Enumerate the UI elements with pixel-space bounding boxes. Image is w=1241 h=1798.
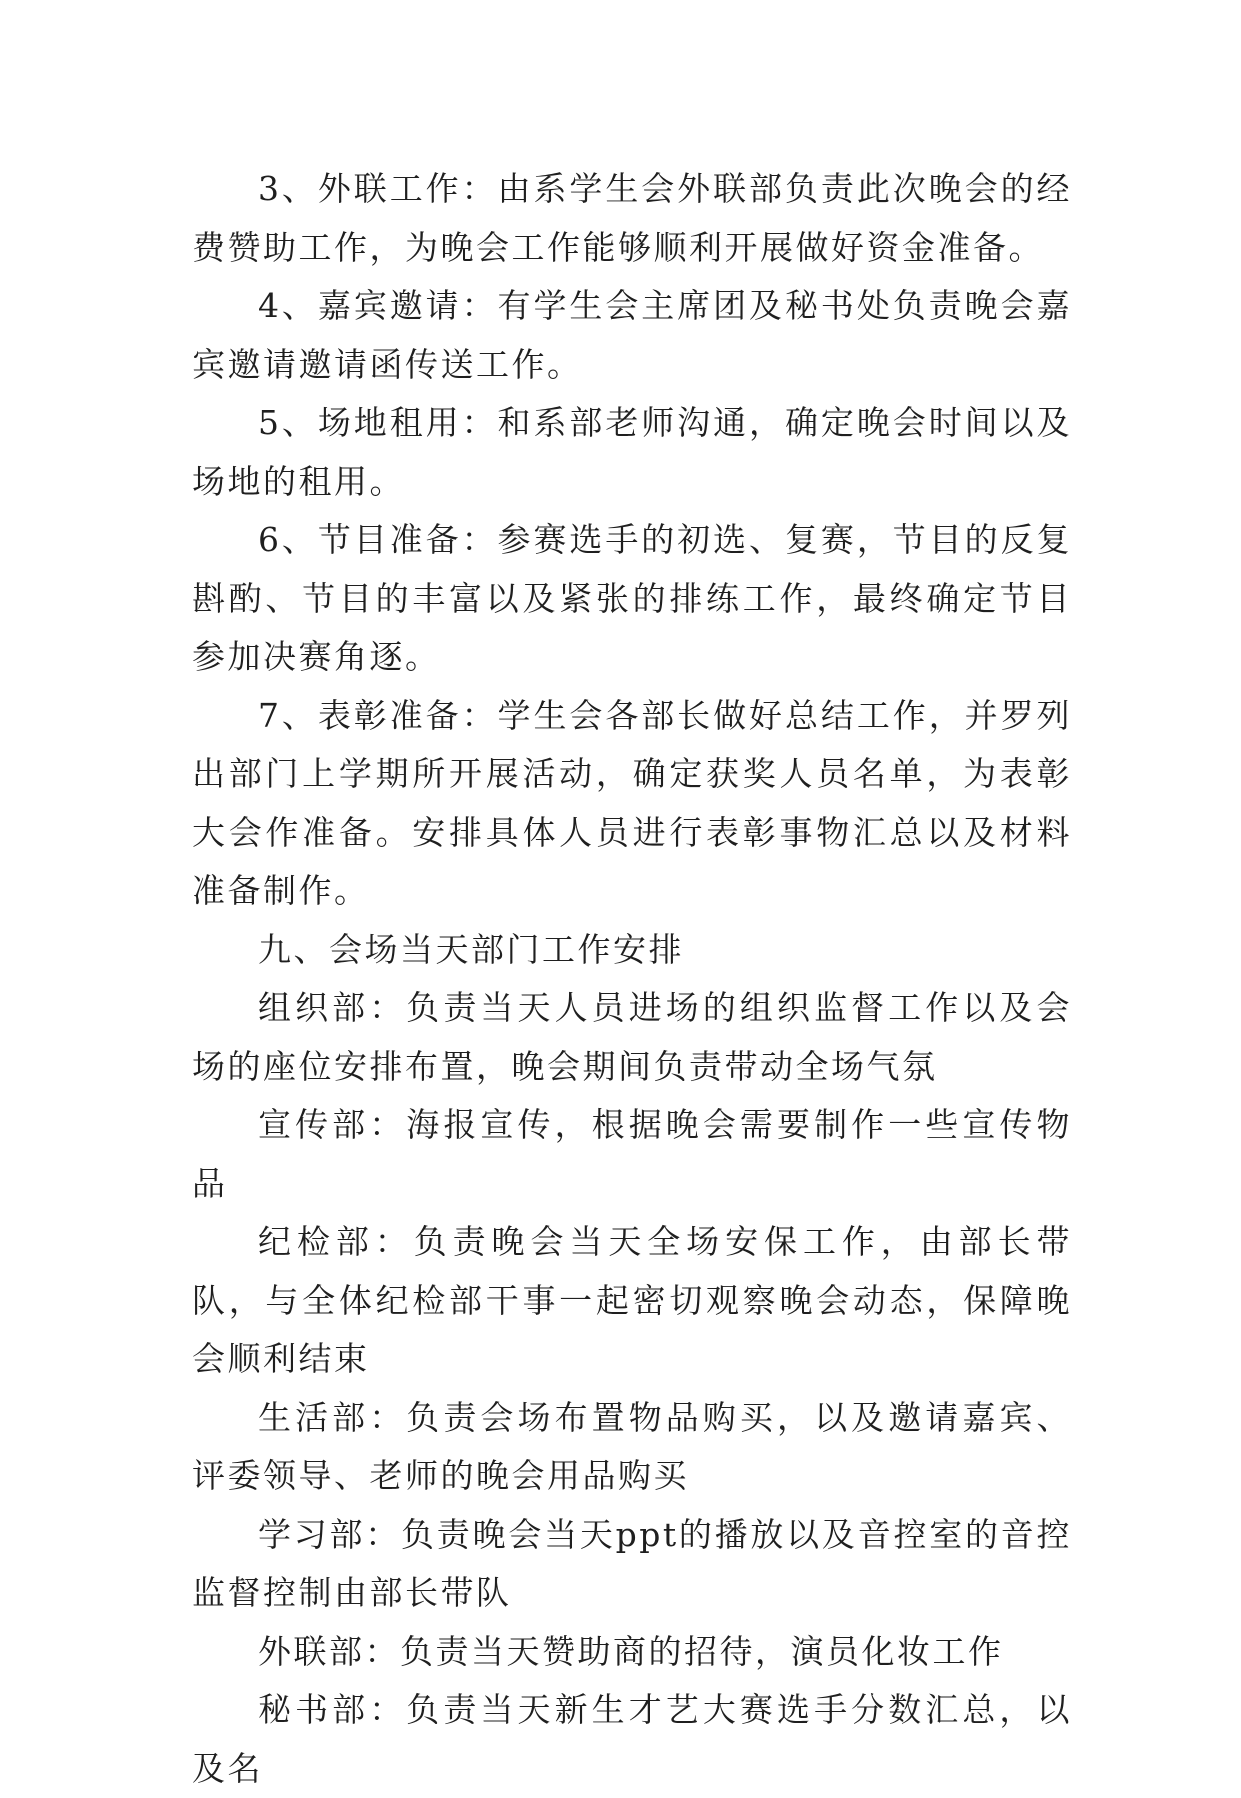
paragraph-publicity-dept: 宣传部：海报宣传，根据晚会需要制作一些宣传物品 (192, 1105, 1072, 1203)
paragraph-guest-invitation: 4、嘉宾邀请：有学生会主席团及秘书处负责晚会嘉宾邀请邀请函传送工作。 (192, 286, 1072, 384)
paragraph-external-relations-dept: 外联部：负责当天赞助商的招待，演员化妆工作 (258, 1631, 1004, 1671)
paragraph-commendation-preparation: 7、表彰准备：学生会各部长做好总结工作，并罗列出部门上学期所开展活动，确定获奖人员名单，为表彰大会作准备。安排具体人员进行表彰事物汇总以及材料准备制作。 (192, 695, 1072, 910)
paragraph-life-dept: 生活部：负责会场布置物品购买，以及邀请嘉宾、评委领导、老师的晚会用品购买 (192, 1397, 1072, 1495)
paragraph-organization-dept: 组织部：负责当天人员进场的组织监督工作以及会场的座位安排布置，晚会期间负责带动全场气氛 (192, 988, 1072, 1086)
paragraph-venue-rental: 5、场地租用：和系部老师沟通，确定晚会时间以及场地的租用。 (192, 403, 1072, 501)
document-body (192, 160, 1072, 1798)
paragraph-program-preparation: 6、节目准备：参赛选手的初选、复赛，节目的反复斟酌、节目的丰富以及紧张的排练工作，最终确定节目参加决赛角逐。 (192, 520, 1072, 676)
section-heading-day-of-arrangements: 九、会场当天部门工作安排 (258, 929, 684, 969)
paragraph-study-dept: 学习部：负责晚会当天ppt的播放以及音控室的音控监督控制由部长带队 (192, 1514, 1072, 1612)
paragraph-secretariat-dept: 秘书部：负责当天新生才艺大赛选手分数汇总，以及名 (192, 1690, 1072, 1788)
paragraph-external-relations-work: 3、外联工作：由系学生会外联部负责此次晚会的经费赞助工作，为晚会工作能够顺利开展做好资金准备。 (192, 169, 1072, 267)
paragraph-discipline-dept: 纪检部：负责晚会当天全场安保工作，由部长带队，与全体纪检部干事一起密切观察晚会动态，保障晚会顺利结束 (192, 1222, 1072, 1378)
